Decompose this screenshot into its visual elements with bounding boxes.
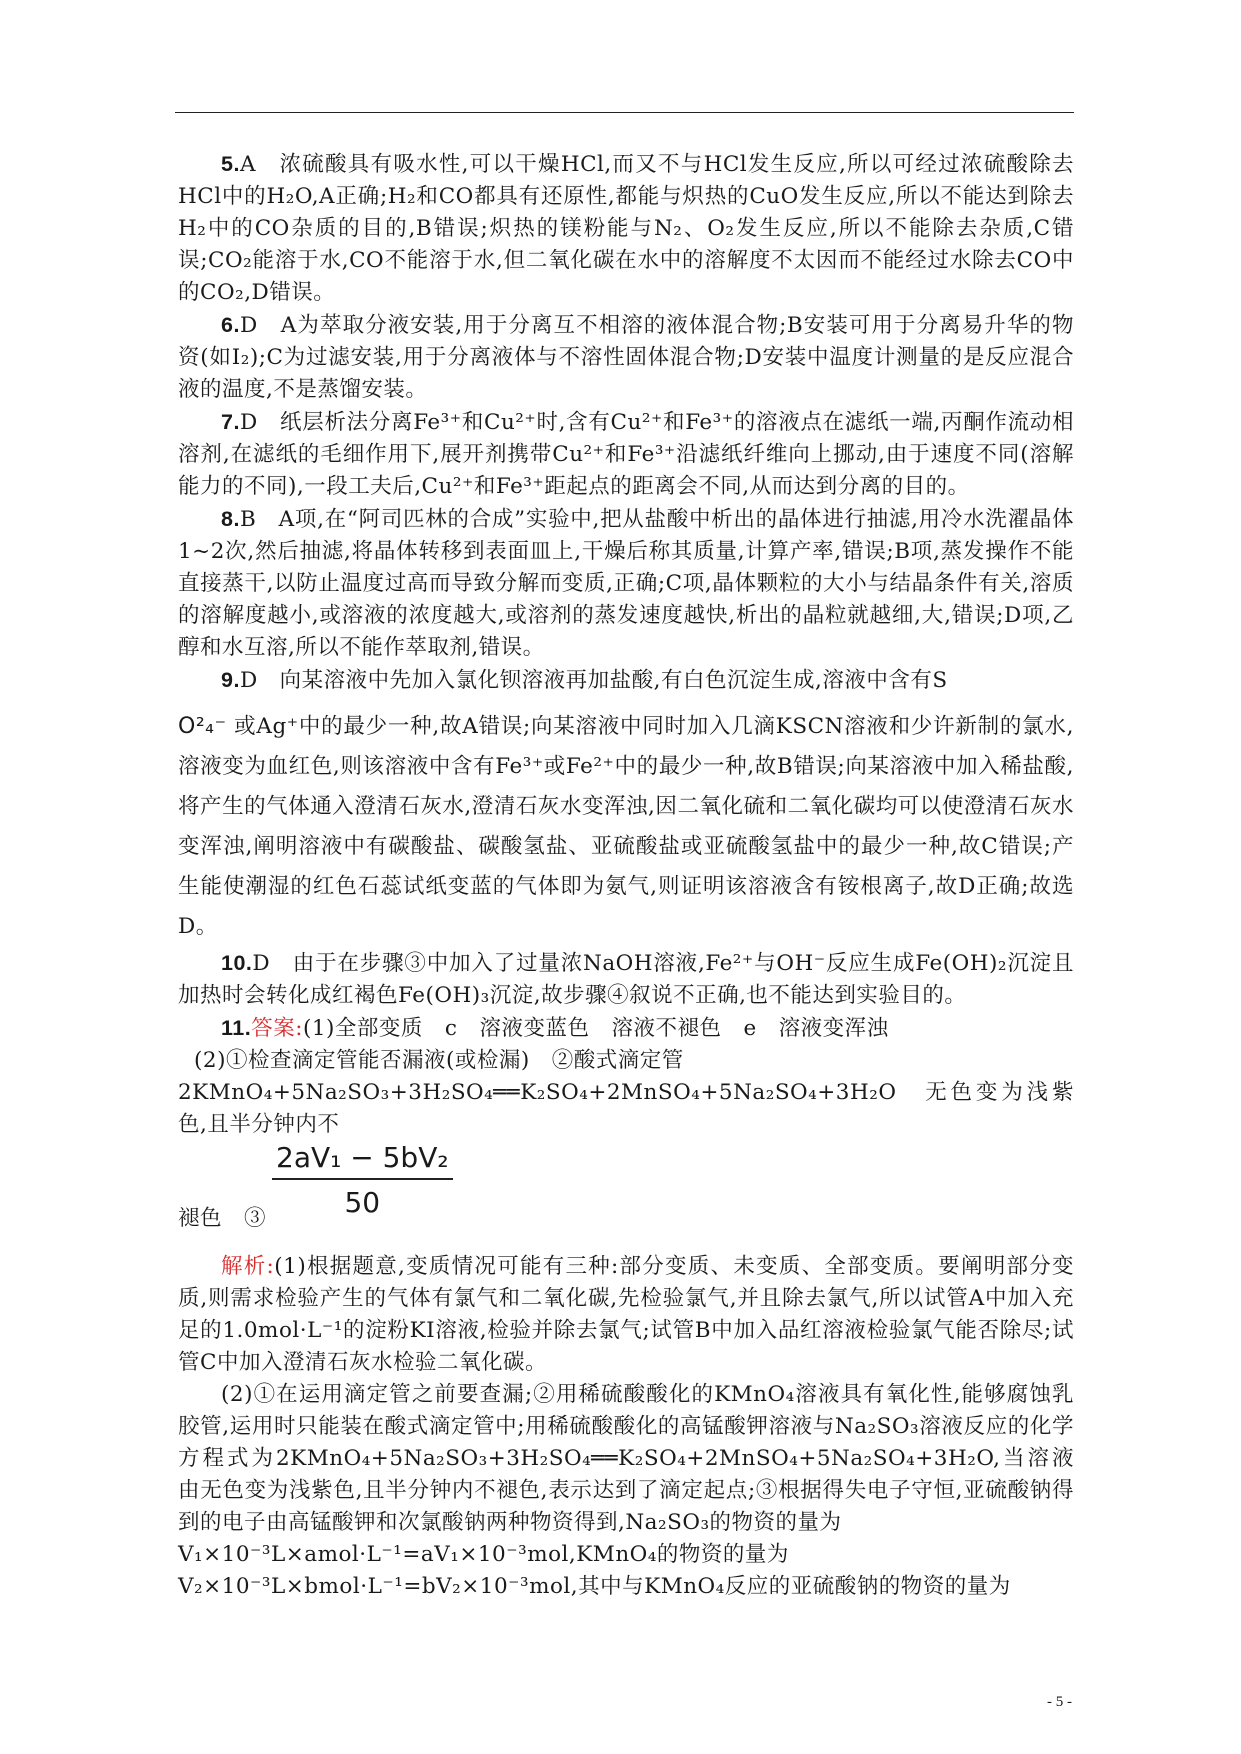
answer-text: B A项,在“阿司匹林的合成”实验中,把从盐酸中析出的晶体进行抽滤,用冷水洗濯晶体1~2次,然后抽滤,将晶体转移到表面皿上,干燥后称其质量,计算产率,错误;B项,蒸发操作不能直接蒸干,以防止温度过高而导致分解而变质,正确;C项,晶体颗粒的大小与结晶条件有关,溶质的溶解度越小,或溶液的浓度越大,或溶剂的蒸发速度越快,析出的晶粒就越细,大,错误;D项,乙醇和水互溶,所以不能作萃取剂,错误。	[178, 507, 1074, 660]
answer-8	[178, 503, 1074, 664]
analysis-label: 解析:	[221, 1254, 275, 1279]
answer-10	[178, 947, 1074, 1012]
question-number: 8.	[221, 507, 240, 531]
question-number: 9.	[221, 668, 240, 692]
fraction	[272, 1141, 453, 1219]
page-number: - 5 -	[1047, 1694, 1072, 1710]
answer-label: 答案:	[251, 1016, 303, 1041]
answer-text: D 纸层析法分离Fe³⁺和Cu²⁺时,含有Cu²⁺和Fe³⁺的溶液点在滤纸一端,丙酮作流动相溶剂,在滤纸的毛细作用下,展开剂携带Cu²⁺和Fe³⁺沿滤纸纤维向上挪动,由于速度不同(溶解能力的不同),一段工夫后,Cu²⁺和Fe³⁺距起点的距离会不同,从而达到分离的目的。	[178, 410, 1074, 499]
analysis-text: (1)根据题意,变质情况可能有三种:部分变质、未变质、全部变质。要阐明部分变质,则需求检验产生的气体有氯气和二氧化碳,先检验氯气,并且除去氯气,所以试管A中加入充足的1.0mol·L⁻¹的淀粉KI溶液,检验并除去氯气;试管B中加入品红溶液检验氯气能否除尽;试管C中加入澄清石灰水检验二氧化碳。	[178, 1254, 1074, 1375]
analysis-1	[178, 1251, 1074, 1379]
header-rule	[175, 112, 1074, 113]
question-number: 5.	[221, 152, 240, 176]
answer-5	[178, 148, 1074, 309]
sulfate-formula: O²₄⁻	[178, 714, 227, 739]
question-number: 7.	[221, 410, 240, 434]
answer-11-line1	[178, 1012, 1074, 1045]
answer-text: 或Ag⁺中的最少一种,故A错误;向某溶液中同时加入几滴KSCN溶液和少许新制的氯水,溶液变为血红色,则该溶液中含有Fe³⁺或Fe²⁺中的最少一种,故B错误;向某溶液中加入稀盐酸,将产生的气体通入澄清石灰水,澄清石灰水变浑浊,因二氧化硫和二氧化碳均可以使澄清石灰水变浑浊,阐明溶液中有碳酸盐、碳酸氢盐、亚硫酸盐或亚硫酸氢盐中的最少一种,故C错误;产生能使潮湿的红色石蕊试纸变蓝的气体即为氨气,则证明该溶液含有铵根离子,故D正确;故选D。	[178, 714, 1074, 939]
answer-7	[178, 406, 1074, 503]
question-number: 11.	[221, 1016, 252, 1040]
answer-text: D A为萃取分液安装,用于分离互不相溶的液体混合物;B安装可用于分离易升华的物资(如I₂);C为过滤安装,用于分离液体与不溶性固体混合物;D安装中温度计测量的是反应混合液的温度,不是蒸馏安装。	[178, 313, 1074, 402]
answer-text: D 由于在步骤③中加入了过量浓NaOH溶液,Fe²⁺与OH⁻反应生成Fe(OH)₂沉淀且加热时会转化成红褐色Fe(OH)₃沉淀,故步骤④叙说不正确,也不能达到实验目的。	[178, 951, 1074, 1008]
answer-11-line4: 褪色 ③	[178, 1206, 267, 1231]
question-number: 10.	[221, 951, 253, 975]
fraction-numerator: 2aV₁ − 5bV₂	[272, 1141, 453, 1180]
analysis-4: V₂×10⁻³L×bmol·L⁻¹=bV₂×10⁻³mol,其中与KMnO₄反应的亚硫酸钠的物资的量为	[178, 1574, 1011, 1599]
answer-text: A 浓硫酸具有吸水性,可以干燥HCl,而又不与HCl发生反应,所以可经过浓硫酸除去HCl中的H₂O,A正确;H₂和CO都具有还原性,都能与炽热的CuO发生反应,所以不能达到除去H₂中的CO杂质的目的,B错误;炽热的镁粉能与N₂、O₂发生反应,所以不能除去杂质,C错误;CO₂能溶于水,CO不能溶于水,但二氧化碳在水中的溶解度不太因而不能经过水除去CO中的CO₂,D错误。	[178, 152, 1074, 305]
analysis-3: V₁×10⁻³L×amol·L⁻¹=aV₁×10⁻³mol,KMnO₄的物资的量为	[178, 1542, 789, 1567]
answer-9-body	[178, 707, 1074, 947]
answer-page	[178, 148, 1074, 1603]
question-number: 6.	[221, 313, 240, 337]
fraction-denominator: 50	[344, 1186, 381, 1219]
answer-6	[178, 309, 1074, 406]
answer-11-equation: 2KMnO₄+5Na₂SO₃+3H₂SO₄══K₂SO₄+2MnSO₄+5Na₂SO₄+3H₂O 无色变为浅紫色,且半分钟内不	[178, 1080, 1074, 1137]
analysis-2: (2)①在运用滴定管之前要查漏;②用稀硫酸酸化的KMnO₄溶液具有氧化性,能够腐蚀乳胶管,运用时只能装在酸式滴定管中;用稀硫酸酸化的高锰酸钾溶液与Na₂SO₃溶液反应的化学方程式为2KMnO₄+5Na₂SO₃+3H₂SO₄══K₂SO₄+2MnSO₄+5Na₂SO₄+3H₂O,当溶液由无色变为浅紫色,且半分钟内不褪色,表示达到了滴定起点;③根据得失电子守恒,亚硫酸钠得到的电子由高锰酸钾和次氯酸钠两种物资得到,Na₂SO₃的物资的量为	[178, 1382, 1074, 1535]
answer-text: (1)全部变质 c 溶液变蓝色 溶液不褪色 e 溶液变浑浊	[302, 1016, 889, 1041]
answer-9-line1	[178, 664, 1074, 697]
answer-text: D 向某溶液中先加入氯化钡溶液再加盐酸,有白色沉淀生成,溶液中含有S	[239, 668, 948, 693]
fraction-block	[178, 1141, 1074, 1245]
answer-11-line2: (2)①检查滴定管能否漏液(或检漏) ②酸式滴定管	[194, 1048, 684, 1073]
